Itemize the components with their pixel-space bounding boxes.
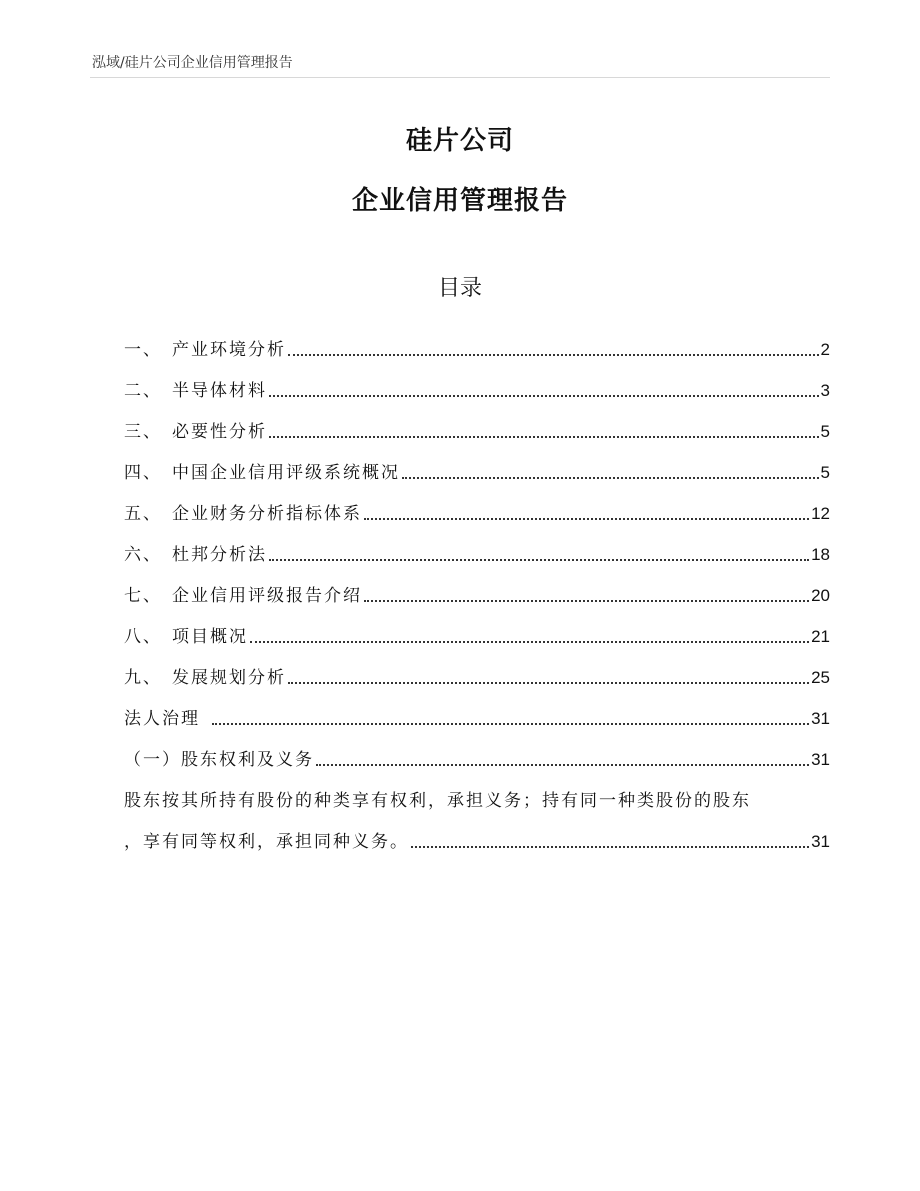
toc-entry-number: 一、: [124, 340, 162, 360]
toc-entry-title: 发展规划分析: [172, 668, 286, 688]
toc-entry-title: 法人治理: [124, 709, 200, 729]
page-header: 泓域/硅片公司企业信用管理报告: [92, 55, 293, 71]
toc-leader-dots: [402, 477, 819, 479]
toc-entry[interactable]: [124, 567, 830, 608]
toc-entry-page: 3: [820, 381, 830, 400]
toc-entry-number: 四、: [124, 463, 162, 483]
toc-leader-dots: [288, 682, 809, 684]
toc-entry[interactable]: [124, 813, 830, 854]
toc-leader-dots: [316, 764, 809, 766]
toc-entry[interactable]: [124, 362, 830, 403]
toc-entry-title: 产业环境分析: [172, 340, 286, 360]
toc-entry-number: 九、: [124, 668, 162, 688]
toc-entry-title: 企业财务分析指标体系: [172, 504, 362, 524]
header-rule: [90, 77, 830, 78]
toc-entry-page: 18: [811, 545, 830, 564]
toc-entry-page: 31: [811, 750, 830, 769]
table-of-contents: [124, 321, 830, 854]
toc-leader-dots: [364, 600, 809, 602]
toc-leader-dots: [269, 395, 819, 397]
toc-entry-title: 必要性分析: [172, 422, 267, 442]
toc-entry-number: 七、: [124, 586, 162, 606]
toc-entry-title: 企业信用评级报告介绍: [172, 586, 362, 606]
toc-leader-dots: [411, 846, 809, 848]
toc-entry-title: 杜邦分析法: [172, 545, 267, 565]
toc-entry-title: 半导体材料: [172, 381, 267, 401]
toc-entry-title: 中国企业信用评级系统概况: [172, 463, 400, 483]
toc-entry-page: 5: [820, 422, 830, 441]
toc-leader-dots: [269, 559, 809, 561]
toc-leader-dots: [250, 641, 809, 643]
toc-entry-page: 25: [811, 668, 830, 687]
toc-entry[interactable]: [124, 444, 830, 485]
toc-entry[interactable]: [124, 321, 830, 362]
toc-leader-dots: [288, 354, 819, 356]
toc-entry-number: 五、: [124, 504, 162, 524]
toc-entry-title: （一）股东权利及义务: [124, 750, 314, 770]
toc-entry-page: 5: [820, 463, 830, 482]
toc-entry-page: 21: [811, 627, 830, 646]
toc-leader-dots: [364, 518, 809, 520]
document-title: 硅片公司: [405, 126, 514, 156]
toc-entry-title-continued: ，享有同等权利，承担同种义务。: [124, 832, 409, 852]
toc-entry[interactable]: [124, 485, 830, 526]
toc-entry[interactable]: [124, 403, 830, 444]
toc-entry-title: 股东按其所持有股份的种类享有权利，承担义务；持有同一种类股份的股东: [124, 791, 751, 811]
toc-entry[interactable]: [124, 526, 830, 567]
toc-entry-number: 三、: [124, 422, 162, 442]
toc-entry[interactable]: [124, 649, 830, 690]
toc-entry-number: 八、: [124, 627, 162, 647]
toc-entry[interactable]: [124, 690, 830, 731]
toc-entry-page: 2: [820, 340, 830, 359]
toc-entry-page: 31: [811, 709, 830, 728]
toc-leader-dots: [269, 436, 819, 438]
toc-entry[interactable]: [124, 608, 830, 649]
toc-entry-page: 12: [811, 504, 830, 523]
toc-entry-page: 20: [811, 586, 830, 605]
toc-entry-number: 六、: [124, 545, 162, 565]
toc-entry-number: 二、: [124, 381, 162, 401]
document-subtitle: 企业信用管理报告: [351, 186, 568, 216]
toc-leader-dots: [212, 723, 809, 725]
toc-entry-wrapped-line[interactable]: [124, 772, 830, 813]
toc-entry[interactable]: [124, 731, 830, 772]
toc-entry-page: 31: [811, 832, 830, 851]
toc-entry-title: 项目概况: [172, 627, 248, 647]
toc-heading: 目录: [437, 276, 482, 301]
